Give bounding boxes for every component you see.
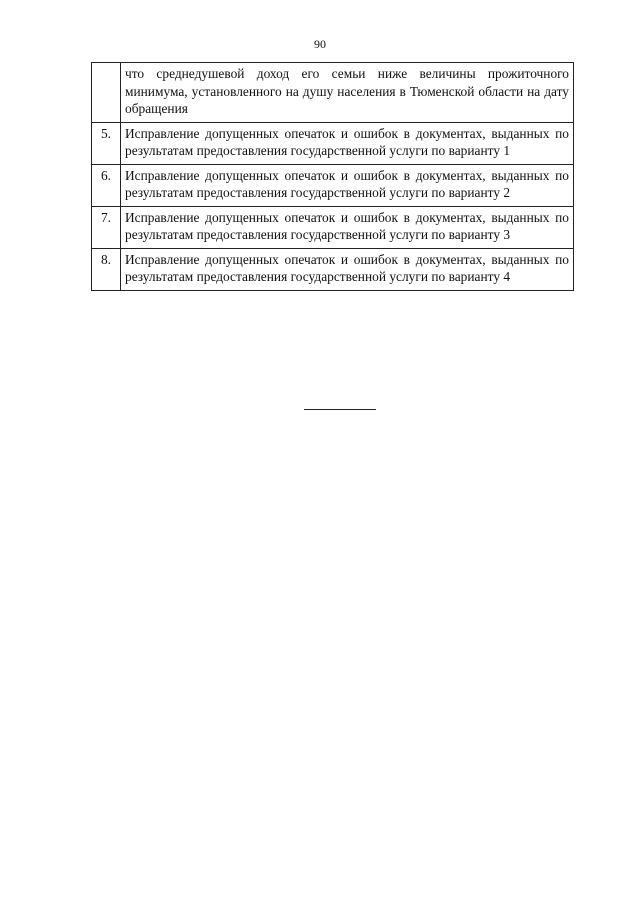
- row-text-cell: Исправление допущенных опечаток и ошибок в документах, выданных по результатам предоставления государственной услуги по варианту 2: [121, 164, 574, 206]
- row-number-cell: 8.: [92, 248, 121, 290]
- row-text-cell: что среднедушевой доход его семьи ниже величины прожиточного минимума, установленного на душу населения в Тюменской области на дату обращения: [121, 63, 574, 123]
- row-text-cell: Исправление допущенных опечаток и ошибок в документах, выданных по результатам предоставления государственной услуги по варианту 4: [121, 248, 574, 290]
- end-divider: [304, 409, 376, 410]
- row-number-cell: 5.: [92, 122, 121, 164]
- row-text-cell: Исправление допущенных опечаток и ошибок в документах, выданных по результатам предоставления государственной услуги по варианту 3: [121, 206, 574, 248]
- table-row: [92, 206, 574, 248]
- page-number: 90: [314, 37, 326, 51]
- table-row: [92, 122, 574, 164]
- row-number-cell: 7.: [92, 206, 121, 248]
- document-table: [91, 62, 574, 291]
- table-row: [92, 164, 574, 206]
- row-text-cell: Исправление допущенных опечаток и ошибок в документах, выданных по результатам предоставления государственной услуги по варианту 1: [121, 122, 574, 164]
- row-number-cell: [92, 63, 121, 123]
- table-row: [92, 63, 574, 123]
- row-number-cell: 6.: [92, 164, 121, 206]
- table-row: [92, 248, 574, 290]
